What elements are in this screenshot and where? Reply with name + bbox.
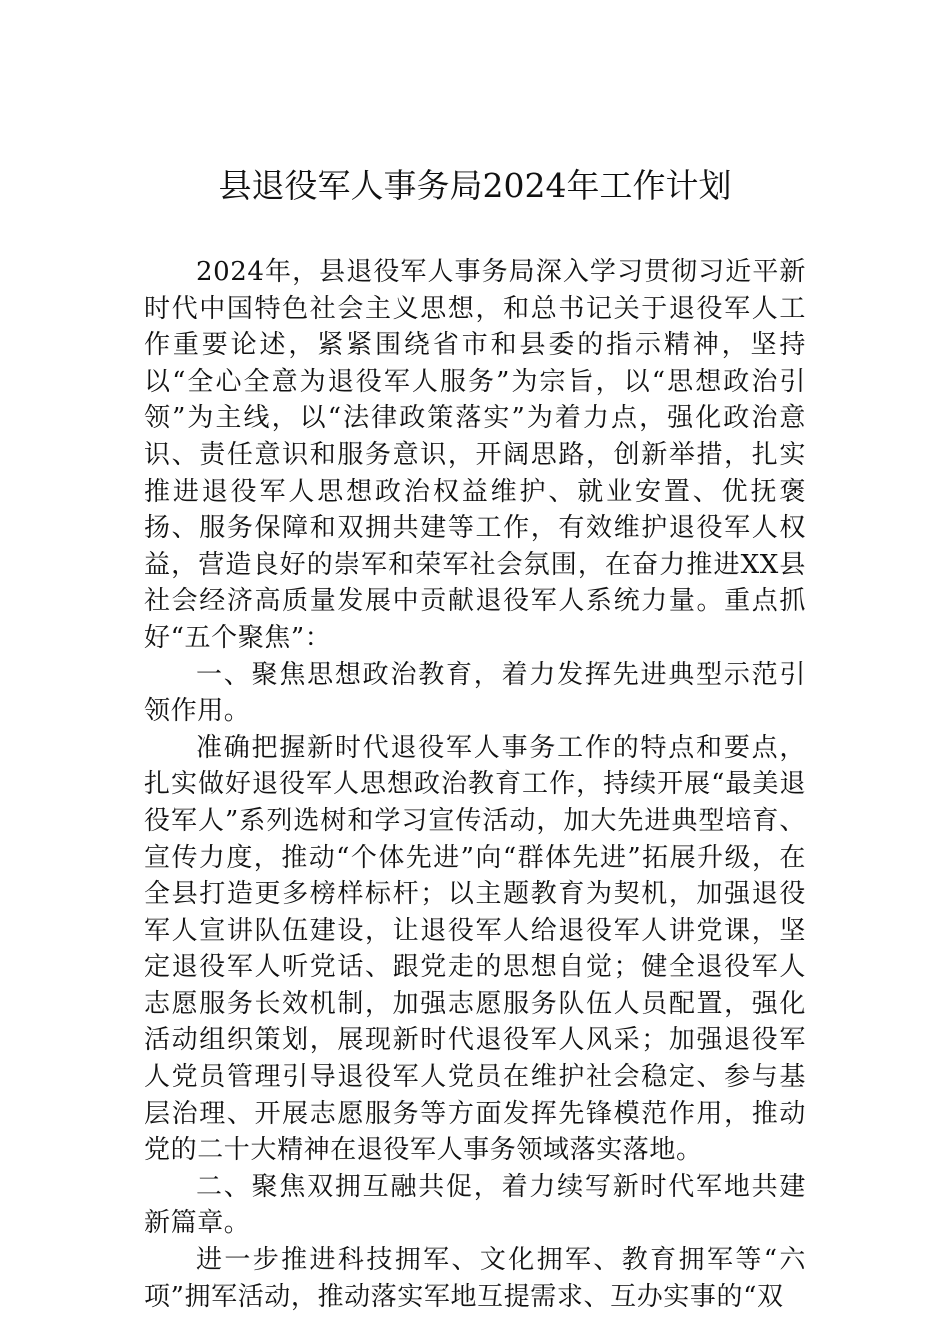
section-body-2: 进一步推进科技拥军、文化拥军、教育拥军等“六项”拥军活动，推动落实军地互提需求、互办实事的“双	[144, 1245, 806, 1312]
intro-paragraph: 2024年，县退役军人事务局深入学习贯彻习近平新时代中国特色社会主义思想，和总书记关于退役军人工作重要论述，紧紧围绕省市和县委的指示精神，坚持以“全心全意为退役军人服务”为宗旨，以“思想政治引领”为主线，以“法律政策落实”为着力点，强化政治意识、责任意识和服务意识，开阔思路，创新举措，扎实推进退役军人思想政治权益维护、就业安置、优抚褒扬、服务保障和双拥共建等工作，有效维护退役军人权益，营造良好的崇军和荣军社会氛围，在奋力推进XX县社会经济高质量发展中贡献退役军人系统力量。重点抓好“五个聚焦”：	[144, 257, 806, 653]
document-title: 县退役军人事务局2024年工作计划	[218, 166, 732, 205]
section-body-1: 准确把握新时代退役军人事务工作的特点和要点，扎实做好退役军人思想政治教育工作，持续开展“最美退役军人”系列选树和学习宣传活动，加大先进典型培育、宣传力度，推动“个体先进”向“群体先进”拓展升级，在全县打造更多榜样标杆；以主题教育为契机，加强退役军人宣讲队伍建设，让退役军人给退役军人讲党课，坚定退役军人听党话、跟党走的思想自觉；健全退役军人志愿服务长效机制，加强志愿服务队伍人员配置，强化活动组织策划，展现新时代退役军人风采；加强退役军人党员管理引导退役军人党员在维护社会稳定、参与基层治理、开展志愿服务等方面发挥先锋模范作用，推动党的二十大精神在退役军人事务领域落实落地。	[144, 732, 806, 1166]
document-body	[144, 254, 806, 1315]
section-heading-2: 二、聚焦双拥互融共促，着力续写新时代军地共建新篇章。	[144, 1171, 806, 1239]
section-heading-1: 一、聚焦思想政治教育，着力发挥先进典型示范引领作用。	[144, 659, 806, 727]
